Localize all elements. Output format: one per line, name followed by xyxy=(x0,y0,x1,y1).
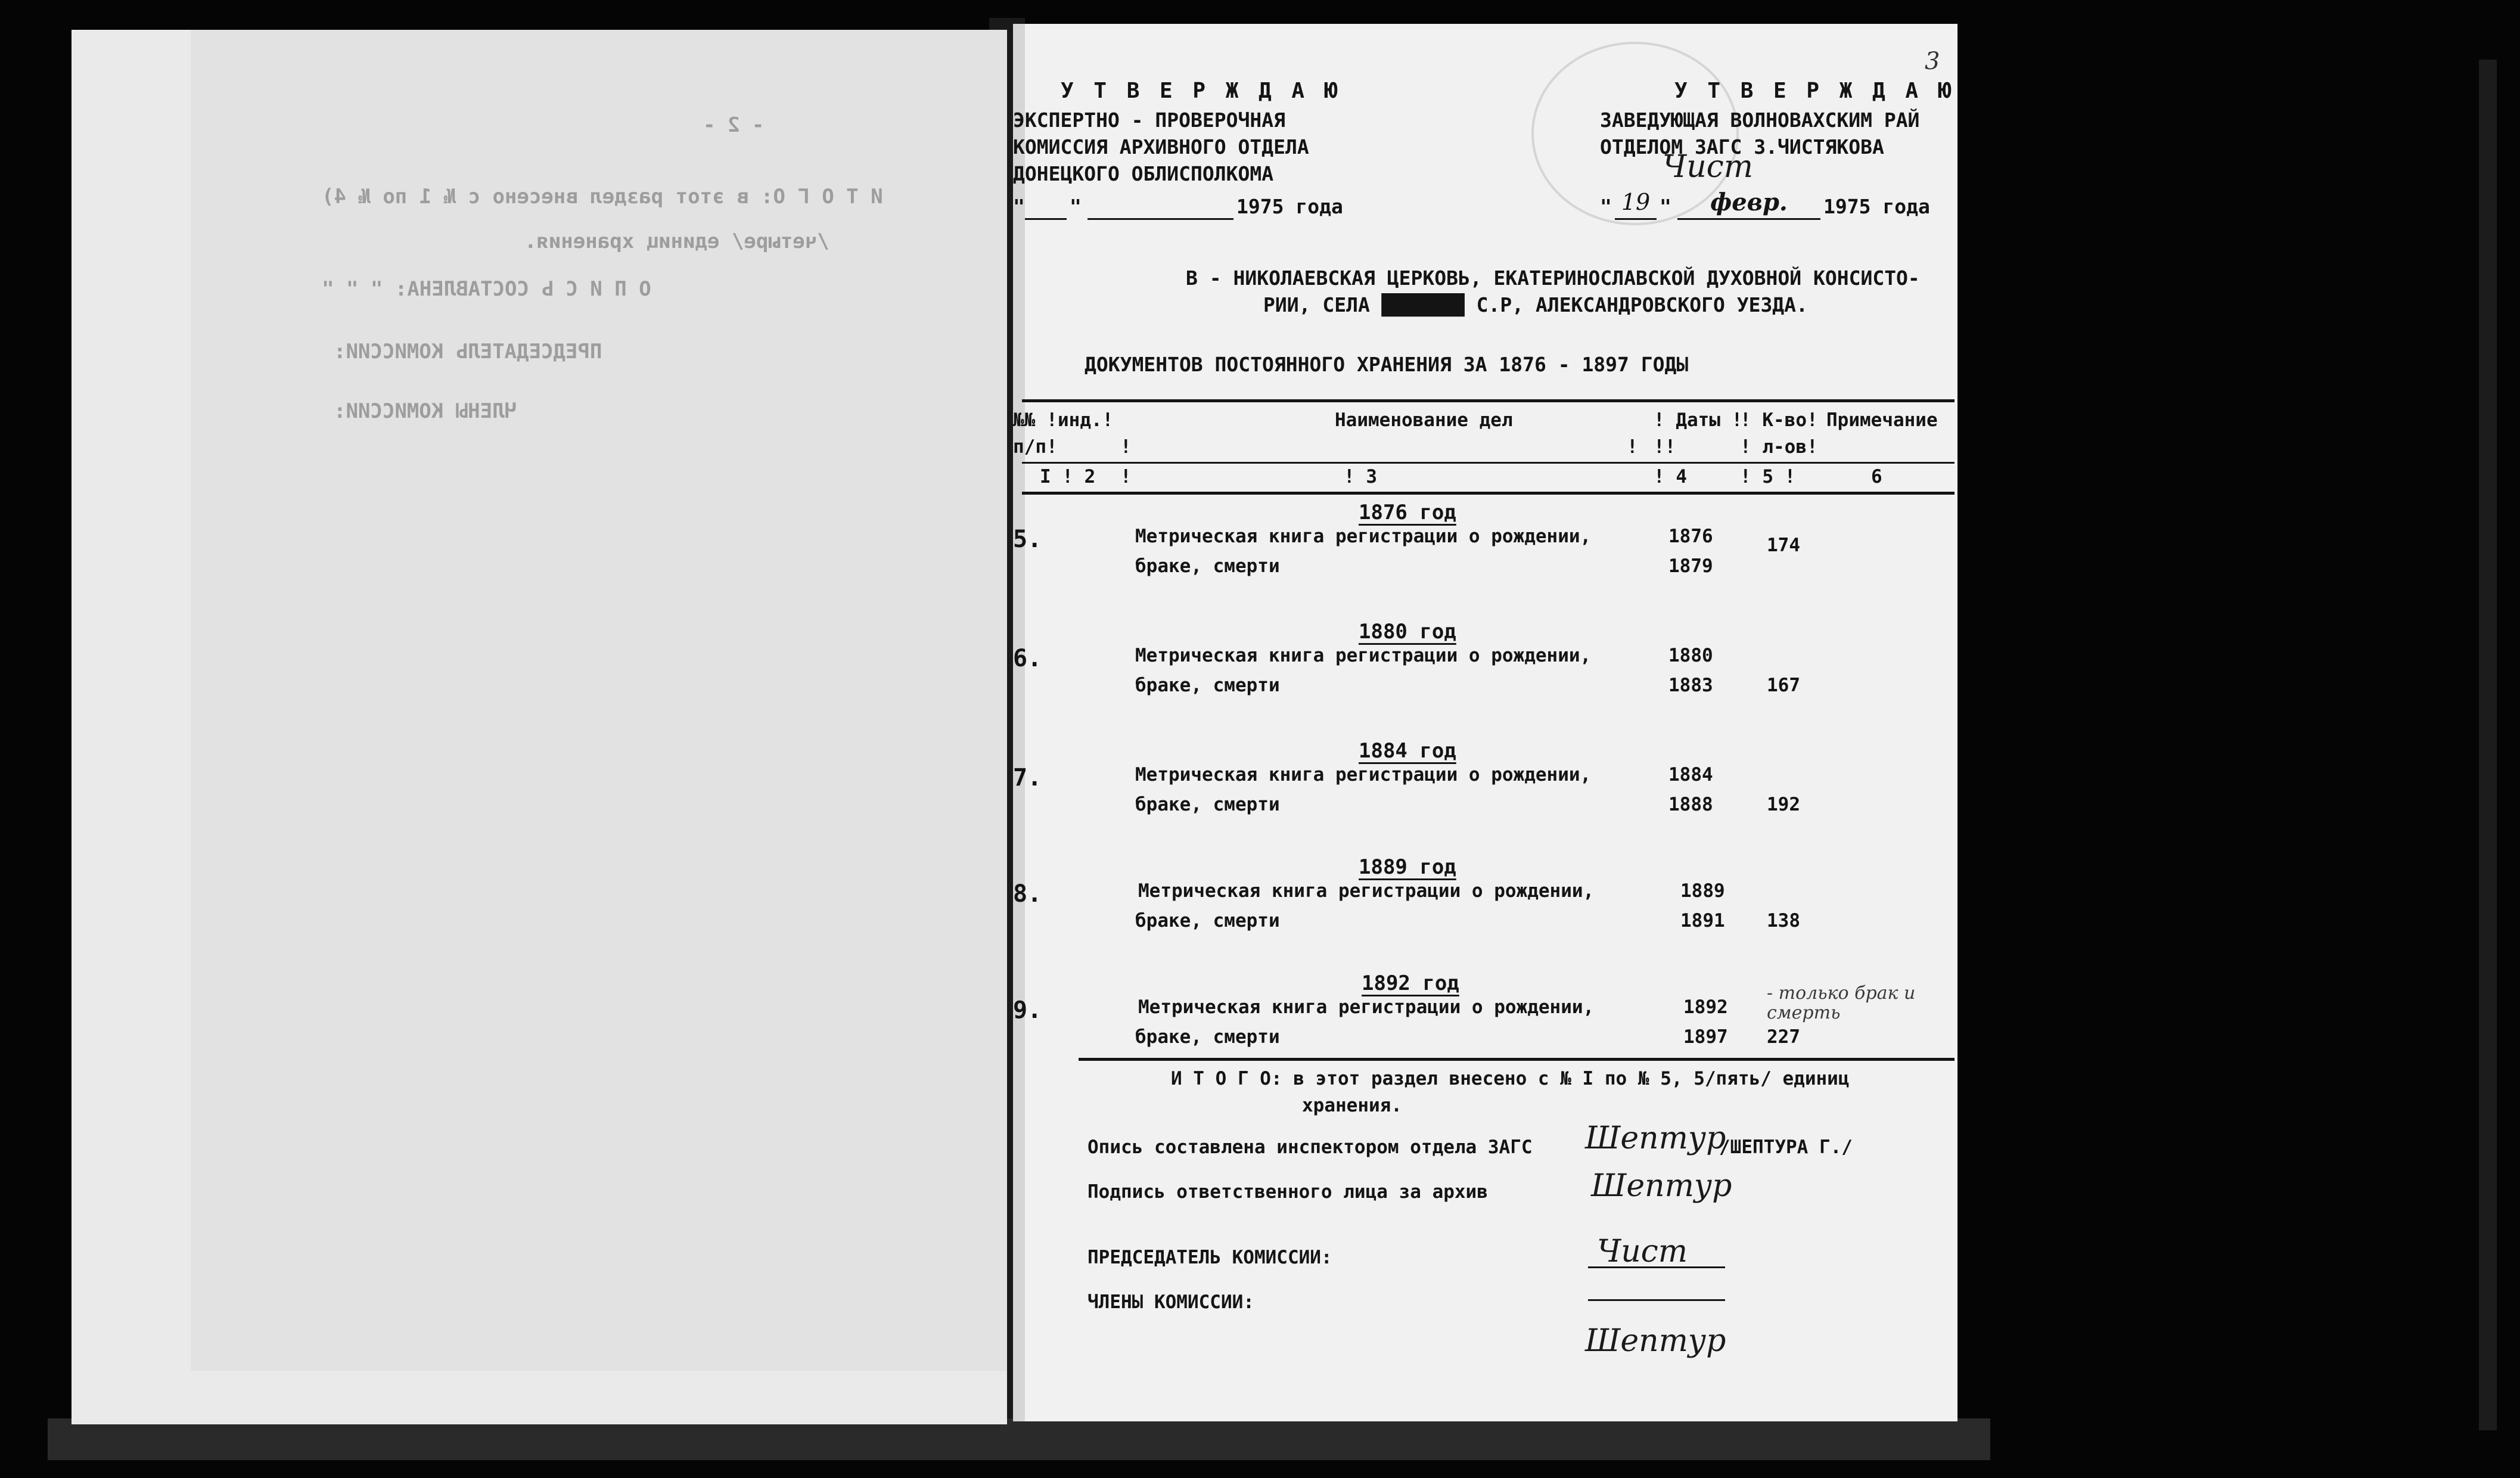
row-date2: 1888 xyxy=(1668,794,1713,815)
approve-left-line3: ДОНЕЦКОГО ОБЛИСПОЛКОМА xyxy=(1013,162,1274,185)
approve-right-signature: Чист xyxy=(1663,149,1754,185)
footer-compiled-name: /ШЕПТУРА Г./ xyxy=(1719,1137,1853,1158)
row-year: 1889 год xyxy=(1359,855,1456,879)
row-name1: Метрическая книга регистрации о рождении, xyxy=(1135,526,1592,547)
book-bottom-edge xyxy=(48,1418,1990,1460)
footer-responsible: Подпись ответственного лица за архив xyxy=(1087,1181,1488,1203)
row-name2: браке, смерти xyxy=(1135,794,1280,815)
bleed-line: ЧЛЕНЫ КОМИССИИ: xyxy=(334,399,517,423)
approve-right-line1: ЗАВЕДУЮЩАЯ ВОЛНОВАХСКИМ РАЙ xyxy=(1600,108,1920,132)
row-note-handwritten: - только брак и смерть xyxy=(1767,983,1916,1023)
page-number: 3 xyxy=(1925,48,1940,75)
footer-total-line2: хранения. xyxy=(1302,1095,1402,1116)
row-date2: 1879 xyxy=(1668,555,1713,577)
row-name1: Метрическая книга регистрации о рождении, xyxy=(1135,764,1592,785)
approve-right-date-quote-open: " xyxy=(1600,195,1612,218)
left-page xyxy=(72,30,1007,1424)
approve-right-date-month: февр. xyxy=(1677,191,1820,220)
row-name2: браке, смерти xyxy=(1135,1026,1280,1048)
row-no: 7. xyxy=(1013,764,1042,791)
chairman-line xyxy=(1588,1266,1725,1268)
row-year: 1892 год xyxy=(1362,971,1459,995)
approve-right-date-quote-close: " xyxy=(1660,195,1671,218)
row-no: 5. xyxy=(1013,526,1042,553)
footer-chairman: ПРЕДСЕДАТЕЛЬ КОМИССИИ: xyxy=(1087,1247,1332,1268)
signature-compiled: Шептур xyxy=(1585,1120,1726,1156)
row-year: 1876 год xyxy=(1359,501,1456,524)
approve-left-line2: КОМИССИЯ АРХИВНОГО ОТДЕЛА xyxy=(1013,135,1309,159)
row-date1: 1889 xyxy=(1680,880,1725,902)
row-date1: 1880 xyxy=(1668,645,1713,666)
approve-right-line2: ОТДЕЛОМ ЗАГС З.ЧИСТЯКОВА xyxy=(1600,135,1884,159)
header-line1: В - НИКОЛАЕВСКАЯ ЦЕРКОВЬ, ЕКАТЕРИНОСЛАВСКОЙ ДУХОВНОЙ КОНСИСТО- xyxy=(1186,266,1920,290)
row-date1: 1876 xyxy=(1668,526,1713,547)
bleed-line: /четыре/ единиц хранения. xyxy=(524,229,829,253)
approve-right-date-year: 1975 года xyxy=(1823,195,1930,218)
col-count-header: ! К-во! xyxy=(1740,409,1818,431)
row-no: 9. xyxy=(1013,996,1042,1024)
header-line2: РИИ, СЕЛА ███████ С.Р, АЛЕКСАНДРОВСКОГО УЕЗДА. xyxy=(1263,293,1808,316)
col-ind-header-2: ! xyxy=(1120,436,1132,458)
row-no: 8. xyxy=(1013,880,1042,908)
row-date2: 1897 xyxy=(1683,1026,1728,1048)
row-date1: 1892 xyxy=(1683,996,1728,1018)
row-count: 227 xyxy=(1767,1026,1800,1048)
footer-total-line1: И Т О Г О: в этот раздел внесено с № I по № 5, 5/пять/ единиц xyxy=(1171,1068,1850,1089)
header-line3: ДОКУМЕНТОВ ПОСТОЯННОГО ХРАНЕНИЯ ЗА 1876 - 1897 ГОДЫ xyxy=(1085,353,1689,376)
signature-responsible: Шептур xyxy=(1591,1168,1732,1204)
approve-left-date-year: 1975 года xyxy=(1236,195,1343,218)
signature-chairman: Чист xyxy=(1597,1234,1688,1269)
table-body-rule xyxy=(1022,492,1955,495)
col-no-header-2: п/п! xyxy=(1013,436,1058,458)
approve-left-date-day-blank xyxy=(1025,197,1067,220)
footer-members: ЧЛЕНЫ КОМИССИИ: xyxy=(1087,1291,1254,1313)
row-name1: Метрическая книга регистрации о рождении, xyxy=(1135,645,1592,666)
row-date2: 1891 xyxy=(1680,910,1725,931)
row-name2: браке, смерти xyxy=(1135,910,1280,931)
row-name1: Метрическая книга регистрации о рождении, xyxy=(1138,996,1595,1018)
row-year: 1880 год xyxy=(1359,620,1456,644)
table-bottom-rule xyxy=(1079,1058,1955,1061)
approve-right-date-day: 19 xyxy=(1615,191,1657,220)
col-num-3-sep: ! xyxy=(1120,466,1132,488)
col-num-5: ! 5 ! xyxy=(1740,466,1796,488)
col-num-1-2: I ! 2 xyxy=(1040,466,1096,488)
bleed-line: ПРЕДСЕДАТЕЛЬ КОМИССИИ: xyxy=(334,340,602,364)
row-count: 192 xyxy=(1767,794,1800,815)
col-num-4: ! 4 xyxy=(1654,466,1687,488)
approve-right-title: У Т В Е Р Ж Д А Ю xyxy=(1674,79,1955,103)
row-count: 138 xyxy=(1767,910,1800,931)
col-num-6: 6 xyxy=(1871,466,1882,488)
right-page xyxy=(1013,24,1957,1421)
table-top-rule xyxy=(1022,399,1955,402)
col-name-header: Наименование дел xyxy=(1335,409,1513,431)
row-count: 167 xyxy=(1767,675,1800,696)
table-header-rule xyxy=(1022,462,1955,464)
page-gutter-shade xyxy=(1013,24,1025,1421)
row-name2: браке, смерти xyxy=(1135,675,1280,696)
col-ind-header: инд.! xyxy=(1058,409,1114,431)
col-dates-header-2: !! xyxy=(1654,436,1676,458)
approve-left-date-month-blank xyxy=(1087,197,1233,220)
row-name2: браке, смерти xyxy=(1135,555,1280,577)
right-edge-strip xyxy=(2479,60,2497,1430)
row-name1: Метрическая книга регистрации о рождении, xyxy=(1138,880,1595,902)
approve-left-date-quote-open: " xyxy=(1013,195,1025,218)
row-count: 174 xyxy=(1767,535,1800,556)
approve-left-line1: ЭКСПЕРТНО - ПРОВЕРОЧНАЯ xyxy=(1013,108,1285,132)
members-line xyxy=(1588,1299,1725,1301)
footer-compiled: Опись составлена инспектором отдела ЗАГС xyxy=(1087,1137,1533,1158)
approve-left-date-quote-close: " xyxy=(1070,195,1082,218)
row-year: 1884 год xyxy=(1359,739,1456,763)
signature-member: Шептур xyxy=(1585,1323,1726,1359)
col-name-header-2: ! xyxy=(1627,436,1638,458)
col-count-header-2: ! л-ов! xyxy=(1740,436,1818,458)
bleed-line: И Т О Г О: в этот раздел внесено с № 1 по № 4) xyxy=(322,185,883,209)
bleed-line: - 2 - xyxy=(703,113,765,137)
row-date1: 1884 xyxy=(1668,764,1713,785)
row-date2: 1883 xyxy=(1668,675,1713,696)
approve-left-title: У Т В Е Р Ж Д А Ю xyxy=(1061,79,1341,103)
col-no-header: №№ ! xyxy=(1013,409,1058,431)
row-no: 6. xyxy=(1013,645,1042,672)
col-dates-header: ! Даты ! xyxy=(1654,409,1743,431)
bleed-line: О П И С Ь СОСТАВЛЕНА: " " " xyxy=(322,277,651,301)
col-num-3: ! 3 xyxy=(1344,466,1377,488)
col-note-header: Примечание xyxy=(1826,409,1938,431)
